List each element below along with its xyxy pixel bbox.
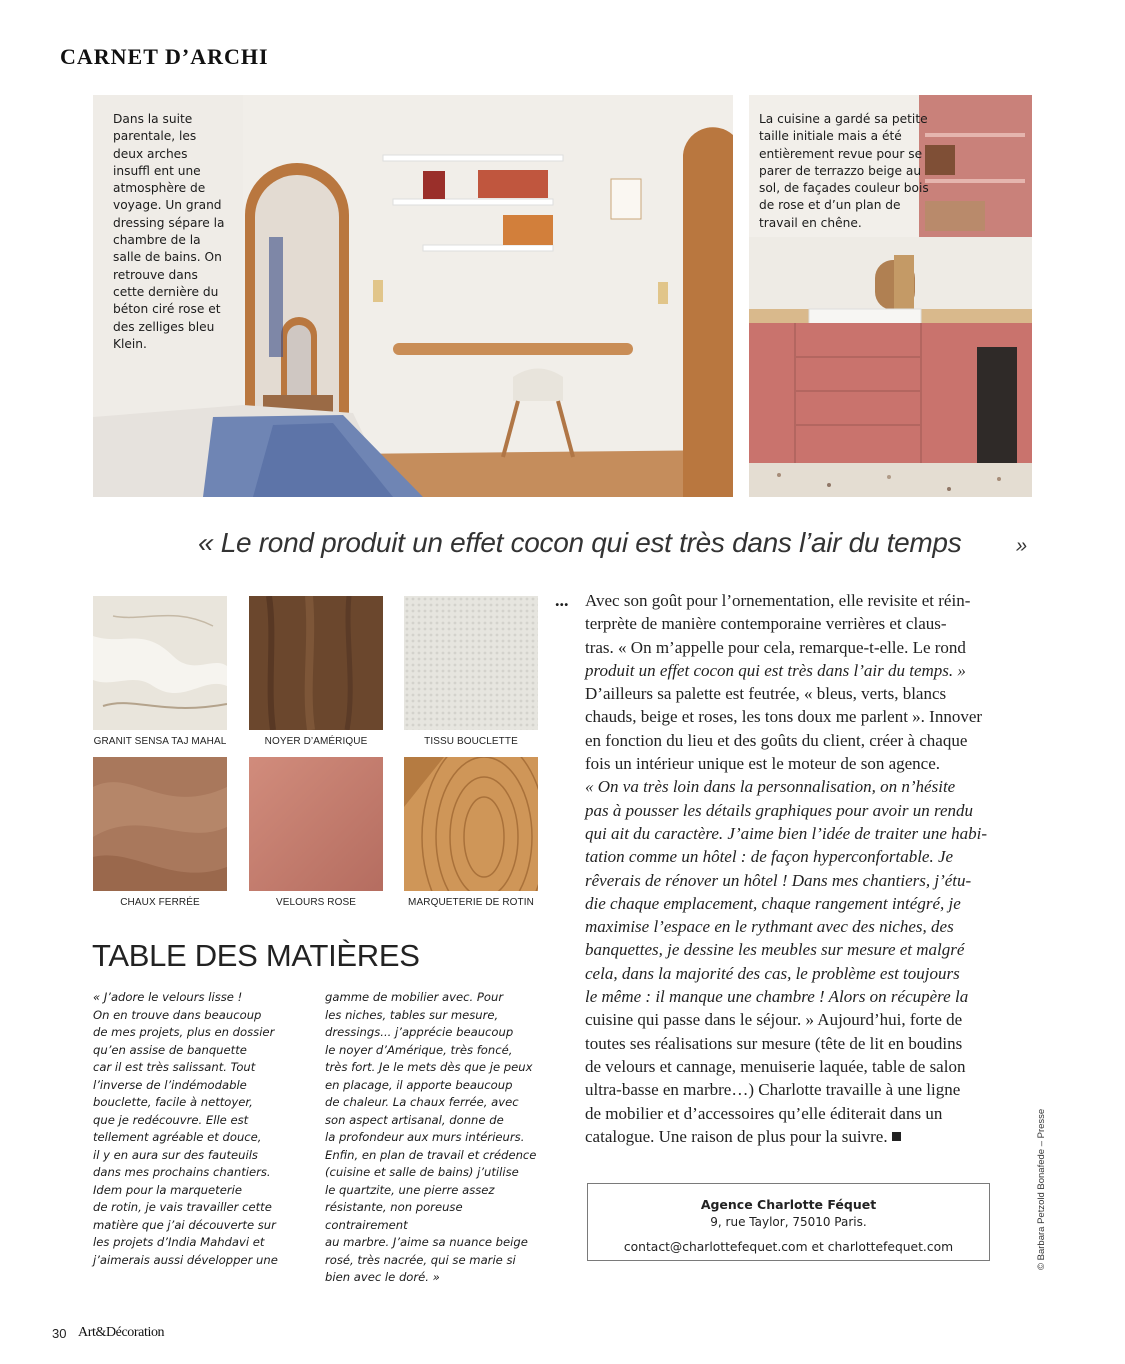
article-line: ultra-basse en marbre…) Charlotte travaille à une ligne <box>585 1080 961 1100</box>
toc-line: matière que j’ai découverte sur <box>93 1217 276 1232</box>
kitchen-photo <box>749 95 1032 497</box>
article-line: chauds, beige et roses, les tons doux me parlent ». Innover <box>585 707 983 727</box>
toc-line: son aspect artisanal, donne de <box>325 1112 504 1127</box>
toc-line: le quartzite, une pierre assez <box>325 1182 495 1197</box>
swatch-granit <box>93 596 227 730</box>
swatch-chaux <box>93 757 227 891</box>
pull-quote-text: « Le rond produit un effet cocon qui est très dans l’air du temps <box>198 527 962 558</box>
toc-line: au marbre. J’aime sa nuance beige <box>325 1235 528 1249</box>
toc-line: dans mes prochains chantiers. <box>93 1165 271 1179</box>
agency-address: 9, rue Taylor, 75010 Paris. <box>710 1215 867 1229</box>
toc-column-b <box>325 989 543 1287</box>
label-noyer: NOYER D’AMÉRIQUE <box>264 736 368 747</box>
granit-texture <box>93 596 227 730</box>
section-label: CARNET D’ARCHI <box>60 44 269 69</box>
contact-box <box>587 1183 990 1261</box>
article-line: cela, dans la majorité des cas, le problème est toujours <box>585 963 960 983</box>
noyer-texture <box>249 596 383 730</box>
article-line: fois un intérieur unique est le moteur de son agence. <box>585 754 940 774</box>
swatch-noyer <box>249 596 383 730</box>
continuation-marker: ... <box>555 590 569 610</box>
toc-line: (cuisine et salle de bains) j’utilise <box>325 1165 519 1179</box>
article-line: qui ait du caractère. J’aime bien l’idée de traiter une habi- <box>585 823 988 843</box>
label-chaux: CHAUX FERRÉE <box>120 897 200 908</box>
label-granit: GRANIT SENSA TAJ MAHAL <box>93 736 227 747</box>
photo-credit: © Barbara Petzold Bonafede – Presse <box>1036 1108 1047 1270</box>
toc-line: dressings... j’apprécie beaucoup <box>325 1025 514 1039</box>
article-line: de velours et cannage, menuiserie laquée, table de salon <box>585 1056 966 1076</box>
toc-line: que je redécouvre. Elle est <box>93 1112 249 1127</box>
article-line: Avec son goût pour l’ornementation, elle revisite et réin- <box>585 591 971 610</box>
toc-line: résistante, non poreuse contrairement <box>325 1200 463 1232</box>
toc-line: bien avec le doré. » <box>325 1270 440 1284</box>
agency-name: Agence Charlotte Féquet <box>700 1197 877 1212</box>
article-line: « On va très loin dans la personnalisation, on n’hésite <box>585 777 956 797</box>
label-velours: VELOURS ROSE <box>275 897 357 908</box>
bedroom-caption: Dans la suite parentale, les deux arches insuffl ent une atmosphère de voyage. Un grand dressing sépare la chambre de la salle de bains. On retrouve dans cette dernière du béton ciré rose et des zelliges bleu Klein. <box>113 112 225 351</box>
article-line: produit un effet cocon qui est très dans l’air du temps. » <box>585 660 966 680</box>
pull-quote-close: » <box>1016 535 1027 557</box>
rotin-texture <box>404 757 538 891</box>
toc-line: On en trouve dans beaucoup <box>93 1007 262 1022</box>
bedroom-photo <box>93 95 733 497</box>
toc-line: Enfin, en plan de travail et crédence <box>325 1147 537 1162</box>
agency-contact-link[interactable]: contact@charlottefequet.com et charlottefequet.com <box>623 1240 954 1254</box>
pull-quote <box>198 527 1033 559</box>
toc-line: bouclette, facile à nettoyer, <box>93 1095 253 1109</box>
toc-line: j’aimerais aussi développer une <box>93 1252 278 1267</box>
toc-line: il y en aura sur des fauteuils <box>93 1147 258 1162</box>
article-body <box>585 589 1017 1148</box>
article-line: tation comme un hôtel : de façon hyperconfortable. Je <box>585 847 954 867</box>
article-line: D’ailleurs sa palette est feutrée, « bleus, verts, blancs <box>585 684 947 704</box>
article-last-line <box>585 1125 1017 1148</box>
toc-line: l’inverse de l’indémodable <box>93 1077 247 1092</box>
article-line: rêverais de rénover un hôtel ! Dans mes chantiers, j’étu- <box>585 870 972 890</box>
toc-line: tellement agréable et douce, <box>93 1130 262 1144</box>
magazine-logo: Art&Décoration <box>78 1325 165 1340</box>
article-line: banquettes, je dessine les meubles sur mesure et malgré <box>585 940 965 960</box>
article-line: die chaque emplacement, chaque rangement intégré, je <box>585 893 961 913</box>
swatch-velours <box>249 757 383 891</box>
toc-line: qu’en assise de banquette <box>93 1042 247 1057</box>
toc-title: TABLE DES MATIÈRES <box>92 938 420 973</box>
toc-line: car il est très salissant. Tout <box>93 1060 256 1074</box>
toc-line: très fort. Je le mets dès que je peux <box>325 1060 533 1074</box>
article-line: toutes ses réalisations sur mesure (tête de lit en boudins <box>585 1033 963 1053</box>
bouclette-texture <box>404 596 538 730</box>
toc-line: de chaleur. La chaux ferrée, avec <box>325 1095 519 1109</box>
kitchen-caption: La cuisine a gardé sa petite taille initiale mais a été entièrement revue pour se parer de terrazzo beige au sol, de façades couleur bois de rose et d’un plan de travail en chêne. <box>759 112 929 230</box>
toc-line: les niches, tables sur mesure, <box>325 1007 499 1022</box>
toc-line: gamme de mobilier avec. Pour <box>325 990 504 1004</box>
swatch-bouclette <box>404 596 538 730</box>
article-line: en fonction du lieu et des goûts du client, créer à chaque <box>585 730 968 750</box>
toc-line: le noyer d’Amérique, très foncé, <box>325 1042 513 1057</box>
toc-line: « J’adore le velours lisse ! <box>93 990 243 1004</box>
article-line: le même : il manque une chambre ! Alors on récupère la <box>585 987 969 1007</box>
article-line: cuisine qui passe dans le séjour. » Aujourd’hui, forte de <box>585 1010 963 1030</box>
toc-column-a <box>93 989 293 1269</box>
toc-line: la profondeur aux murs intérieurs. <box>325 1130 525 1144</box>
velours-texture <box>249 757 383 891</box>
article-line: catalogue. Une raison de plus pour la suivre. <box>585 1126 888 1146</box>
toc-line: en placage, il apporte beaucoup <box>325 1077 513 1092</box>
page-number: 30 <box>52 1326 67 1341</box>
swatch-rotin <box>404 757 538 891</box>
label-bouclette: TISSU BOUCLETTE <box>424 736 518 747</box>
end-of-article-icon <box>892 1132 901 1141</box>
toc-line: Idem pour la marqueterie <box>93 1182 242 1197</box>
article-line: terprète de manière contemporaine verrières et claus- <box>585 614 947 634</box>
label-rotin: MARQUETERIE DE ROTIN <box>408 897 534 908</box>
article-line: pas à pousser les détails graphiques pour avoir un rendu <box>585 800 974 820</box>
toc-line: de rotin, je vais travailler cette <box>93 1200 272 1214</box>
article-line: maximise l’espace en le rythmant avec des niches, des <box>585 917 954 937</box>
toc-line: les projets d’India Mahdavi et <box>93 1235 265 1249</box>
toc-line: de mes projets, plus en dossier <box>93 1025 275 1039</box>
toc-line: rosé, très nacrée, qui se marie si <box>325 1252 516 1267</box>
article-line: de mobilier et d’accessoires qu’elle éditerait dans un <box>585 1103 943 1123</box>
article-line: tras. « On m’appelle pour cela, remarque-t-elle. Le rond <box>585 637 966 657</box>
chaux-texture <box>93 757 227 891</box>
